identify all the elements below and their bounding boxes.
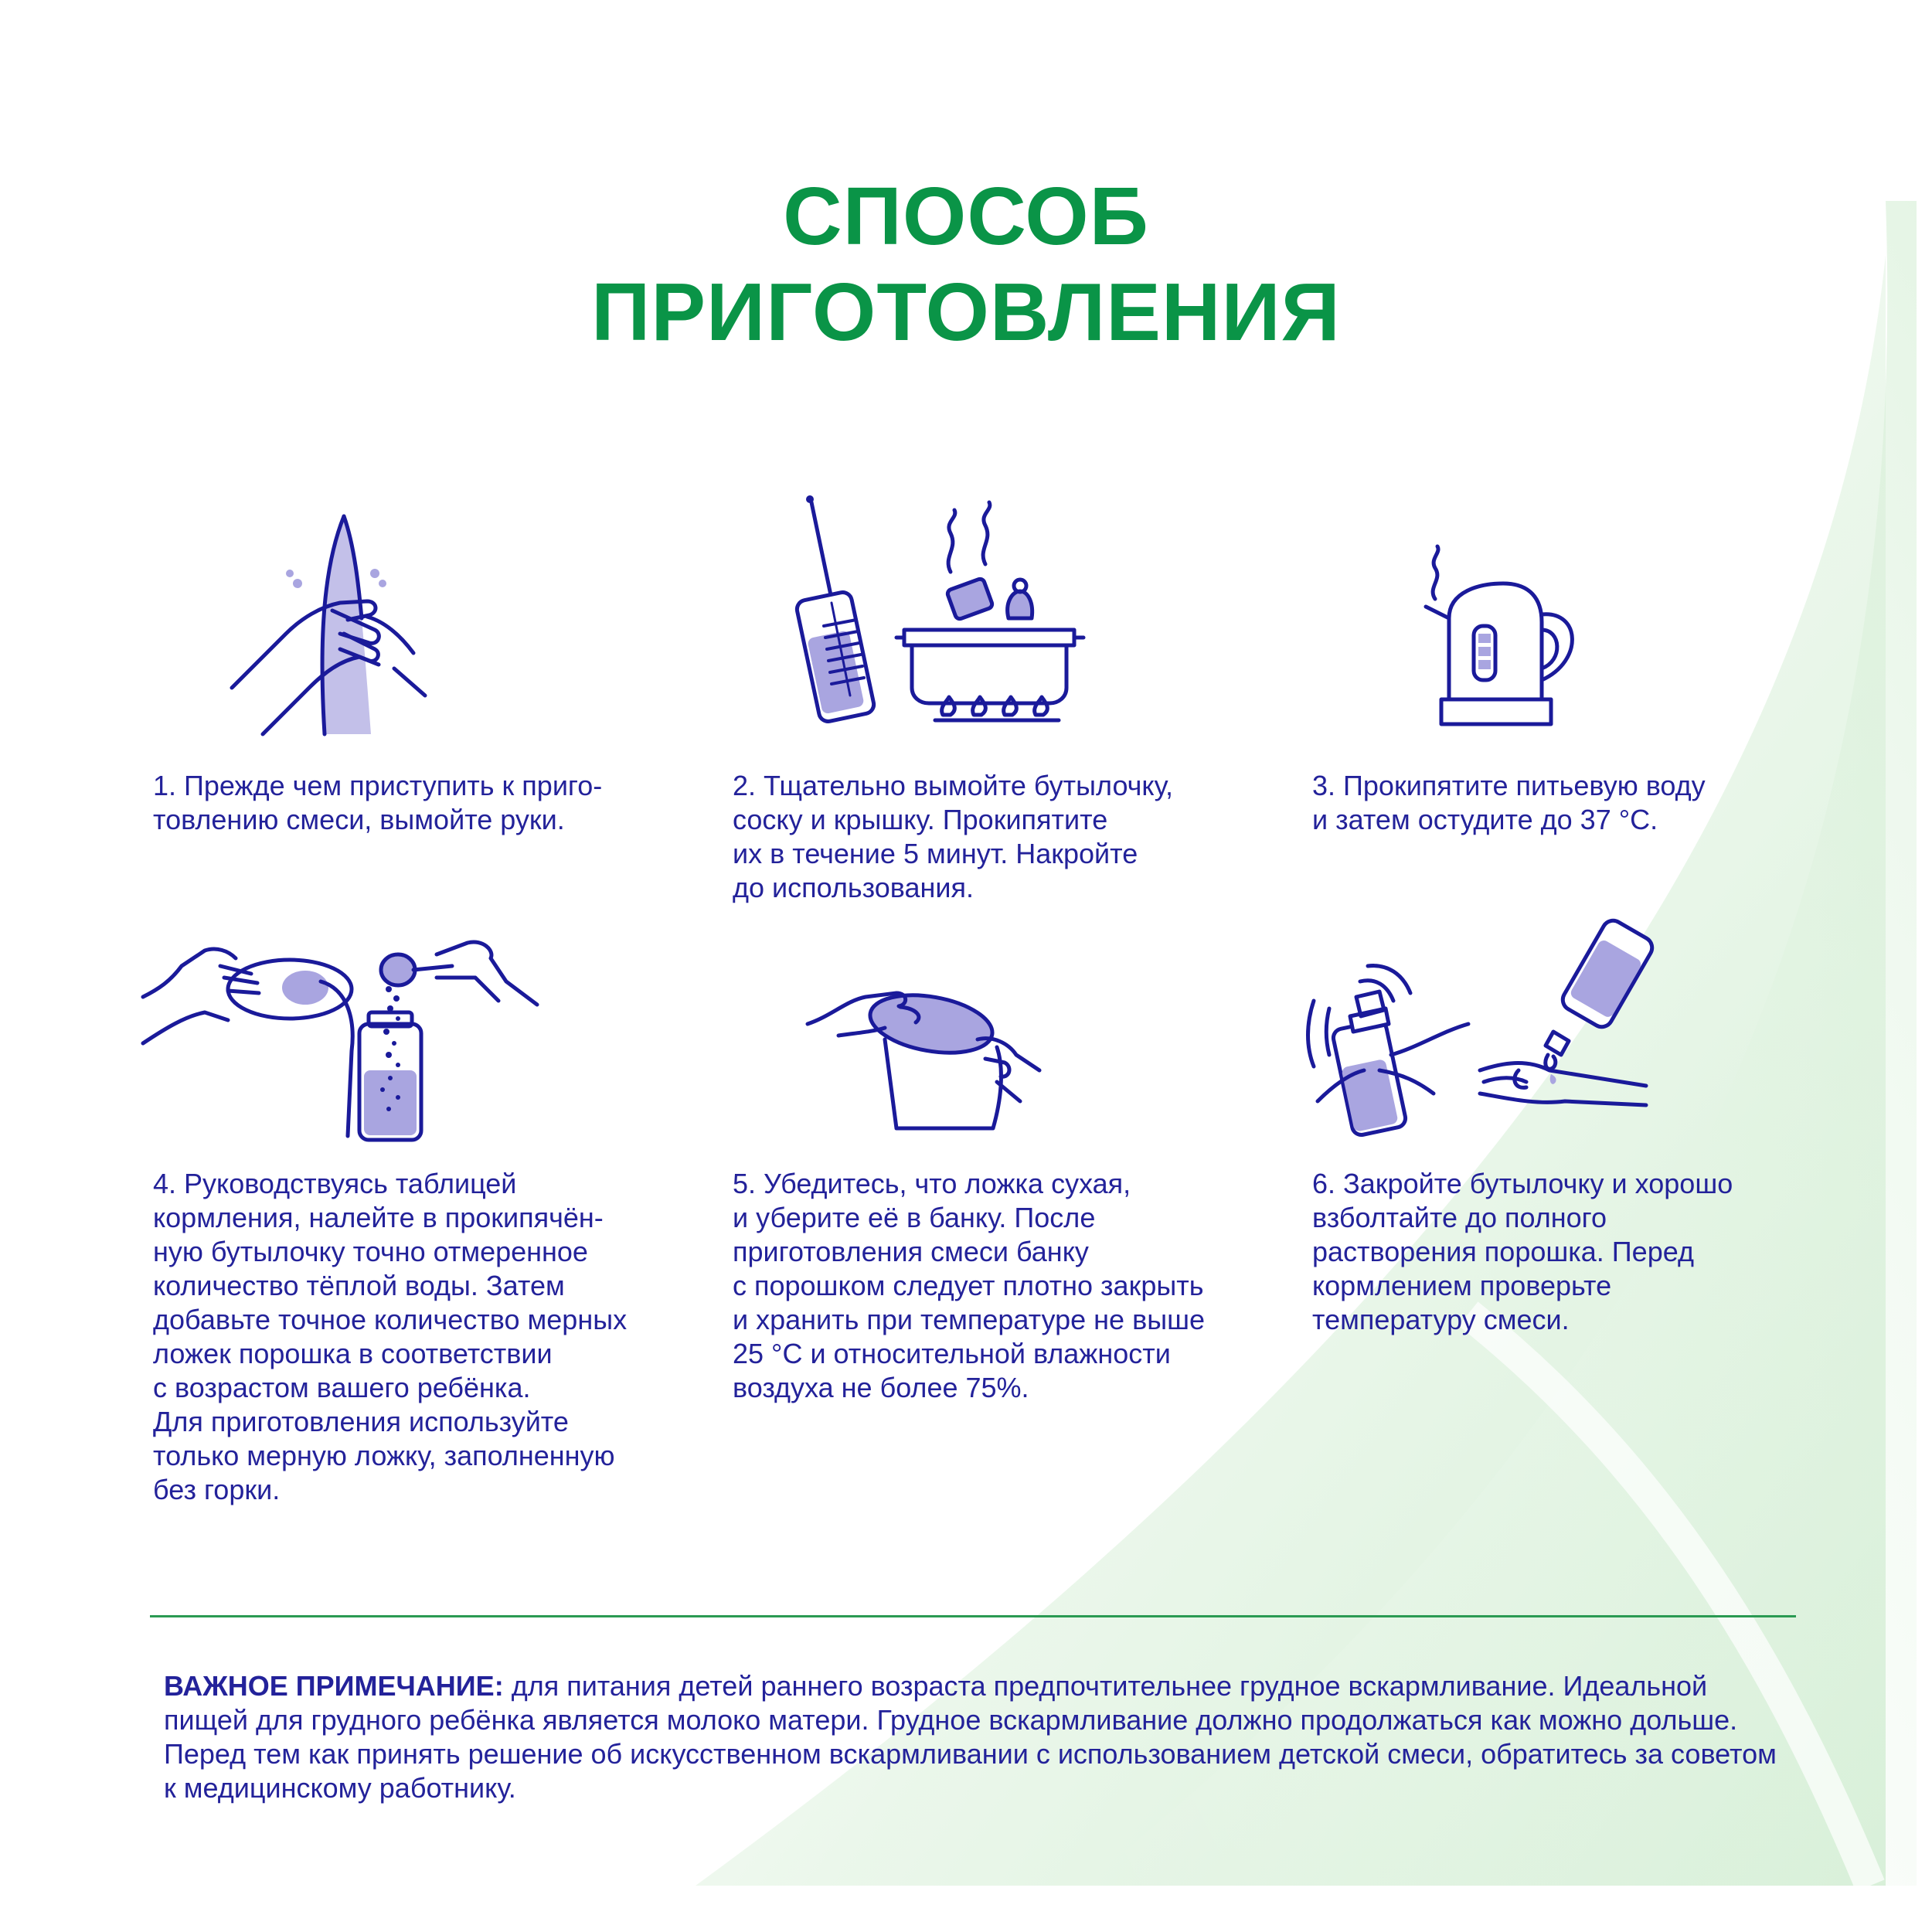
- step-4-text: 4. Руководствуясь таблицей кормления, налейте в прокипячён- ную бутылочку точно отмеренное количество тёплой воды. Затем добавьте точное количество мерных ложек порошка в соответствии с возрастом вашего ребёнка. Для приготовления используйте только мерную ложку, заполненную без горки.: [153, 1168, 628, 1505]
- title-line-2: ПРИГОТОВЛЕНИЯ: [591, 267, 1341, 358]
- shake-and-test-bottle-icon: [1302, 916, 1650, 1136]
- kettle-icon: [1418, 545, 1580, 738]
- step-3-text: 3. Прокипятите питьевую воду и затем остудите до 37 °С.: [1312, 770, 1706, 835]
- step-6-text: 6. Закройте бутылочку и хорошо взболтайте до полного растворения порошка. Перед кормлением проверьте температуру смеси.: [1312, 1168, 1733, 1335]
- important-note-text: для питания детей раннего возраста предпочтительнее грудное вскармливание. Идеальной пищей для грудного ребёнка является молоко матери. Грудное вскармливание должно продолжаться как можно дольше. Перед тем как принять решение об искусственном вскармливании с использованием детской смеси, обратитесь за советом к медицинскому работнику.: [164, 1670, 1777, 1804]
- bottle-brush-boiling-pot-icon: [796, 495, 1097, 726]
- step-5-text: 5. Убедитесь, что ложка сухая, и уберите её в банку. После приготовления смеси банку с порошком следует плотно закрыть и хранить при температуре не выше 25 °С и относительной влажности воздуха не более 75%.: [733, 1168, 1205, 1403]
- step-2-text: 2. Тщательно вымойте бутылочку, соску и крышку. Прокипятите их в течение 5 минут. Накройте до использования.: [733, 770, 1173, 903]
- closing-jar-lid-icon: [808, 985, 1047, 1136]
- important-note-label: ВАЖНОЕ ПРИМЕЧАНИЕ:: [164, 1670, 504, 1702]
- measuring-spoon-powder-icon: [143, 935, 537, 1144]
- section-divider: [150, 1615, 1796, 1617]
- important-note: [164, 1669, 1787, 1805]
- page-title: [0, 168, 1932, 360]
- hand-washing-icon: [216, 502, 448, 742]
- step-1-text: 1. Прежде чем приступить к приго- товлению смеси, вымойте руки.: [153, 770, 603, 835]
- title-line-1: СПОСОБ: [783, 171, 1149, 262]
